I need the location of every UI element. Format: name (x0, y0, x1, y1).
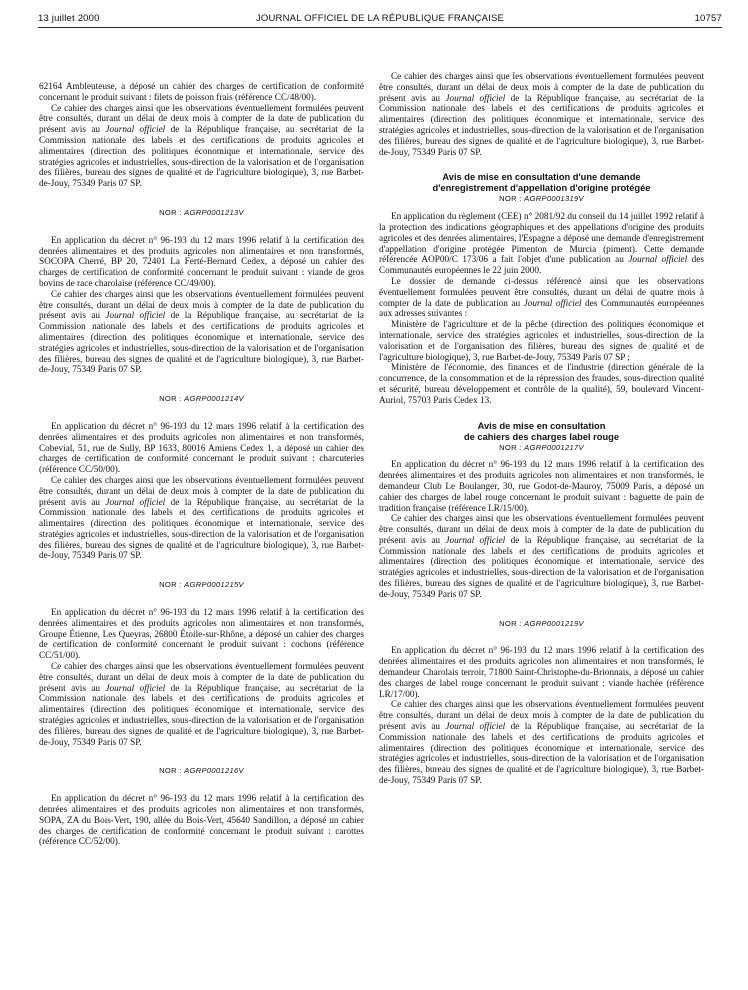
paragraph: Ministère de l'agriculture et de la pêche (direction des politiques économique et internationale, service des stratégies agricoles et industrielles, sous-direction de la valorisation et de l'organisation des filières, bureau des signes de qualité et de l'agriculture biologique), 3, rue Barbet-de-Jouy, 75349 Paris 07 SP ; (379, 320, 704, 363)
right-column (379, 72, 704, 787)
paragraph: 62164 Ambleuteuse, a déposé un cahier des charges de certification de conformité concernant le produit suivant : filets de poisson frais (référence CC/48/00). (39, 82, 364, 103)
nor-reference: NOR : AGRP0001319V (499, 194, 584, 204)
nor-reference: NOR : AGRP0001214V (159, 394, 244, 404)
consultation-paragraph: Ce cahier des charges ainsi que les observations éventuellement formulées peuvent être consultés, durant un délai de deux mois à compter de la date de publication du présent avis au Journal officiel de la République française, au secrétariat de la Commission nationale des labels et des certifications de produits agricoles et alimentaires (direction des politiques économique et internationale, service des stratégies agricoles et industrielles, sous-direction de la valorisation et de l'organisation des filières, bureau des signes de qualité et de l'agriculture biologique), 3, rue Barbet-de-Jouy, 75349 Paris 07 SP. (39, 662, 364, 748)
consultation-paragraph: Ce cahier des charges ainsi que les observations éventuellement formulées peuvent être consultés, durant un délai de deux mois à compter de la date de publication du présent avis au Journal officiel de la République française, au secrétariat de la Commission nationale des labels et des certifications de produits agricoles et alimentaires (direction des politiques économique et internationale, service des stratégies agricoles et industrielles, sous-direction de la valorisation et de l'organisation des filières, bureau des signes de qualité et de l'agriculture biologique), 3, rue Barbet-de-Jouy, 75349 Paris 07 SP. (379, 514, 704, 600)
paragraph: En application du règlement (CEE) n° 2081/92 du conseil du 14 juillet 1992 relatif à la protection des indications géographiques et des appellations d'origine des produits agricoles et des denrées alimentaires, l'Espagne a déposé une demande d'enregistrement d'appellation d'origine protégée Pimenton de Murcia (piment). Cette demande référencée AOP00/C 173/06 a fait l'objet d'une publication au Journal officiel des Communautés européennes le 22 juin 2000. (379, 212, 704, 277)
issue-date: 13 juillet 2000 (38, 13, 100, 24)
page-number: 10757 (694, 13, 722, 24)
consultation-paragraph: Ce cahier des charges ainsi que les observations éventuellement formulées peuvent être consultés, durant un délai de deux mois à compter de la date de publication du présent avis au Journal officiel de la République française, au secrétariat de la Commission nationale des labels et des certifications de produits agricoles et alimentaires (direction des politiques économique et internationale, service des stratégies agricoles et industrielles, sous-direction de la valorisation et de l'organisation des filières, bureau des signes de qualité et de l'agriculture biologique), 3, rue Barbet-de-Jouy, 75349 Paris 07 SP. (379, 700, 704, 787)
page-header (38, 9, 722, 29)
paragraph: En application du décret n° 96-193 du 12 mars 1996 relatif à la certification des denrées alimentaires et des produits agricoles non alimentaires et non transformés, Groupe Étienne, Les Queyras, 26800 Étoile-sur-Rhône, a déposé un cahier des charges de certification de conformité concernant le produit suivant : cochons (référence CC/51/00). (39, 608, 364, 662)
header-rule (38, 27, 722, 28)
paragraph: En application du décret n° 96-193 du 12 mars 1996 relatif à la certification des denrées alimentaires et des produits agricoles non alimentaires et non transformés, SOCOPA Cherré, BP 20, 72401 La Ferté-Bernard Cedex, a déposé un cahier des charges de certification de conformité concernant le produit suivant : viande de gros bovins de race charolaise (référence CC/49/00). (39, 235, 364, 289)
consultation-paragraph: Ce cahier des charges ainsi que les observations éventuellement formulées peuvent être consultés, durant un délai de deux mois à compter de la date de publication du présent avis au Journal officiel de la République française, au secrétariat de la Commission nationale des labels et des certifications de produits agricoles et alimentaires (direction des politiques économique et internationale, service des stratégies agricoles et industrielles, sous-direction de la valorisation et de l'organisation des filières, bureau des signes de qualité et de l'agriculture biologique), 3, rue Barbet-de-Jouy, 75349 Paris 07 SP. (39, 289, 364, 376)
paragraph: Ministère de l'économie, des finances et de l'industrie (direction générale de la concurrence, de la consommation et de la répression des fraudes, sous-direction qualité et sécurité, bureau développement et contrôle de la qualité), 59, boulevard Vincent-Auriol, 75703 Paris Cedex 13. (379, 363, 704, 406)
consultation-paragraph: Ce cahier des charges ainsi que les observations éventuellement formulées peuvent être consultés, durant un délai de deux mois à compter de la date de publication du présent avis au Journal officiel de la République française, au secrétariat de la Commission nationale des labels et des certifications de produits agricoles et alimentaires (direction des politiques économique et internationale, service des stratégies agricoles et industrielles, sous-direction de la valorisation et de l'organisation des filières, bureau des signes de qualité et de l'agriculture biologique), 3, rue Barbet-de-Jouy, 75349 Paris 07 SP. (379, 72, 704, 158)
paragraph: En application du décret n° 96-193 du 12 mars 1996 relatif à la certification des denrées alimentaires et des produits agricoles non alimentaires et non transformés, le demandeur Club Le Boulanger, 30, rue Godot-de-Mauroy, 75009 Paris, a déposé un cahier des charges de label rouge concernant le produit suivant : baguette de pain de tradition française (référence LR/15/00). (379, 460, 704, 514)
nor-reference: NOR : AGRP0001219V (499, 618, 584, 628)
section-heading: Avis de mise en consultation d'une demande d'enregistrement d'appellation d'origine protégée (432, 172, 651, 194)
paragraph: En application du décret n° 96-193 du 12 mars 1996 relatif à la certification des denrées alimentaires et des produits agricoles non alimentaires et non transformés, Cobevial, 51, rue de Sully, BP 1633, 80016 Amiens Cedex 1, a déposé un cahier des charges de certification de conformité concernant le produit suivant : charcuteries (référence CC/50/00). (39, 421, 364, 476)
paragraph: Le dossier de demande ci-dessus référencé ainsi que les observations éventuellement formulées peuvent être consultés, durant un délai de quatre mois à compter de la date de publication au Journal officiel des Communautés européennes aux adresses suivantes : (379, 276, 704, 320)
left-column (39, 82, 364, 848)
paragraph: En application du décret n° 96-193 du 12 mars 1996 relatif à la certification des denrées alimentaires et des produits agricoles non alimentaires et non transformés, SOPA, ZA du Bois-Vert, 190, allée du Bois-Vert, 45640 Sandillon, a déposé un cahier des charges de certification de conformité concernant le produit suivant : carottes (référence CC/52/00). (39, 794, 364, 848)
nor-reference: NOR : AGRP0001216V (159, 766, 244, 776)
paragraph: En application du décret n° 96-193 du 12 mars 1996 relatif à la certification des denrées alimentaires et des produits agricoles non alimentaires et non transformés, le demandeur Charolais terroir, 71800 Saint-Christophe-du-Brionnais, a déposé un cahier des charges de label rouge concernant le produit suivant : viande hachée (référence LR/17/00). (379, 646, 704, 700)
section-heading: Avis de mise en consultation de cahiers des charges label rouge (463, 420, 619, 442)
journal-title: JOURNAL OFFICIEL DE LA RÉPUBLIQUE FRANÇAISE (255, 13, 505, 24)
consultation-paragraph: Ce cahier des charges ainsi que les observations éventuellement formulées peuvent être consultés, durant un délai de deux mois à compter de la date de publication du présent avis au Journal officiel de la République française, au secrétariat de la Commission nationale des labels et des certifications de produits agricoles et alimentaires (direction des politiques économique et internationale, service des stratégies agricoles et industrielles, sous-direction de la valorisation et de l'organisation des filières, bureau des signes de qualité et de l'agriculture biologique), 3, rue Barbet-de-Jouy, 75349 Paris 07 SP. (39, 103, 364, 190)
consultation-paragraph: Ce cahier des charges ainsi que les observations éventuellement formulées peuvent être consultés, durant un délai de deux mois à compter de la date de publication du présent avis au Journal officiel de la République française, au secrétariat de la Commission nationale des labels et des certifications de produits agricoles et alimentaires (direction des politiques économique et internationale, service des stratégies agricoles et industrielles, sous-direction de la valorisation et de l'organisation des filières, bureau des signes de qualité et de l'agriculture biologique), 3, rue Barbet-de-Jouy, 75349 Paris 07 SP. (39, 475, 364, 562)
nor-reference: NOR : AGRP0001217V (499, 442, 584, 452)
nor-reference: NOR : AGRP0001213V (159, 207, 244, 217)
nor-reference: NOR : AGRP0001215V (159, 580, 244, 590)
